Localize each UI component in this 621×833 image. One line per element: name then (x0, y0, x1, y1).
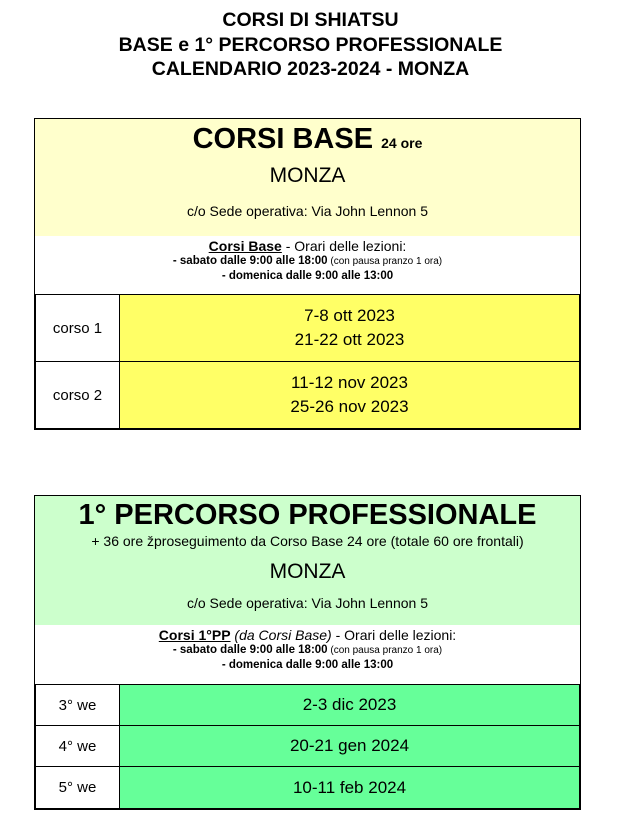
date-line: 21-22 ott 2023 (294, 330, 405, 349)
percorso-pro-table (35, 684, 580, 809)
table-row (36, 685, 580, 726)
percorso-pro-schedule-title: Corsi 1°PP (158, 627, 231, 643)
table-row (36, 726, 580, 767)
row-date: 10-11 feb 2024 (120, 767, 580, 809)
corsi-base-schedule-title: Corsi Base (208, 238, 282, 254)
row-date: 20-21 gen 2024 (120, 726, 580, 767)
corsi-base-city: MONZA (269, 164, 346, 187)
row-label: 4° we (36, 726, 120, 767)
percorso-pro-sunday: - domenica dalle 9:00 alle 13:00 (221, 659, 394, 671)
row-label: 3° we (36, 685, 120, 726)
row-label: corso 1 (36, 295, 120, 362)
percorso-pro-title: 1° PERCORSO PROFESSIONALE (78, 499, 537, 531)
header-title-line1: CORSI DI SHIATSU (222, 9, 399, 31)
table-row (36, 362, 580, 429)
date-line: 25-26 nov 2023 (290, 397, 409, 416)
percorso-pro-subtitle: + 36 ore žproseguimento da Corso Base 24 ore (totale 60 ore frontali) (91, 533, 524, 549)
row-dates (120, 362, 580, 429)
header-title-line2: BASE e 1° PERCORSO PROFESSIONALE (118, 33, 503, 56)
header-title-line3: CALENDARIO 2023-2024 - MONZA (151, 58, 470, 80)
percorso-pro-city: MONZA (269, 560, 346, 583)
corsi-base-box (34, 118, 581, 430)
table-row (36, 767, 580, 809)
row-dates (120, 295, 580, 362)
corsi-base-hours: 24 ore (381, 135, 423, 151)
corsi-base-title-text: CORSI BASE (192, 123, 374, 155)
corsi-base-header (35, 119, 580, 236)
row-label: 5° we (36, 767, 120, 809)
table-row (36, 295, 580, 362)
corsi-base-schedule-suffix: - Orari delle lezioni: (281, 238, 407, 254)
corsi-base-table (35, 294, 580, 429)
date-line: 11-12 nov 2023 (291, 373, 408, 392)
percorso-pro-saturday-note: (con pausa pranzo 1 ora) (327, 645, 443, 656)
row-label: corso 2 (36, 362, 120, 429)
date-line: 7-8 ott 2023 (304, 306, 395, 325)
percorso-pro-address: c/o Sede operativa: Via John Lennon 5 (186, 595, 429, 611)
document-header (0, 8, 621, 82)
corsi-base-sunday: - domenica dalle 9:00 alle 13:00 (221, 270, 394, 282)
percorso-pro-schedule (35, 625, 580, 684)
percorso-pro-saturday: - sabato dalle 9:00 alle 18:00 (172, 644, 328, 656)
corsi-base-schedule (35, 236, 580, 294)
corsi-base-address: c/o Sede operativa: Via John Lennon 5 (186, 203, 429, 219)
row-date: 2-3 dic 2023 (120, 685, 580, 726)
corsi-base-saturday-note: (con pausa pranzo 1 ora) (327, 256, 443, 267)
percorso-pro-header (35, 496, 580, 625)
percorso-pro-schedule-italic: (da Corsi Base) (230, 627, 332, 643)
percorso-pro-box (34, 495, 581, 810)
corsi-base-saturday: - sabato dalle 9:00 alle 18:00 (172, 255, 328, 267)
corsi-base-title (35, 123, 580, 159)
percorso-pro-schedule-suffix: - Orari delle lezioni: (331, 627, 457, 643)
